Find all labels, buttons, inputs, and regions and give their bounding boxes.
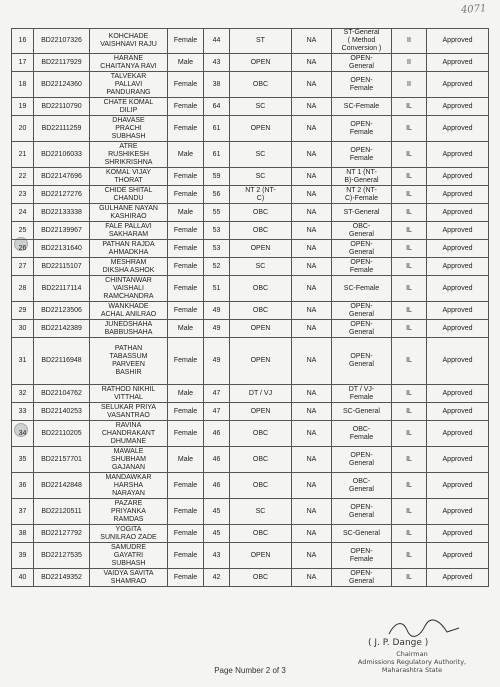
category-cell: OPEN [230, 543, 292, 569]
age-cell: 49 [204, 320, 230, 338]
allotted-category-cell: SC-Female [332, 276, 392, 302]
round-cell: IL [392, 543, 427, 569]
allotted-category-cell: SC-General [332, 525, 392, 543]
candidate-name-cell: CHINTANWAR VAISHALI RAMCHANDRA [90, 276, 168, 302]
allotted-category-cell: OBC- Female [332, 421, 392, 447]
age-cell: 56 [204, 186, 230, 204]
table-row [12, 72, 489, 98]
gender-cell: Female [168, 168, 204, 186]
signatory-authority: Admissions Regulatory Authority, [357, 658, 467, 666]
status-cell: Approved [427, 72, 489, 98]
pwd-cell: NA [292, 204, 332, 222]
status-cell: Approved [427, 320, 489, 338]
gender-cell: Male [168, 54, 204, 72]
gender-cell: Female [168, 473, 204, 499]
pwd-cell: NA [292, 168, 332, 186]
age-cell: 45 [204, 499, 230, 525]
pwd-cell: NA [292, 338, 332, 385]
candidate-name-cell: PAZARE PRIYANKA RAMDAS [90, 499, 168, 525]
candidate-name-cell: RATHOD NIKHIL VITTHAL [90, 385, 168, 403]
gender-cell: Female [168, 240, 204, 258]
gender-cell: Female [168, 186, 204, 204]
age-cell: 45 [204, 525, 230, 543]
serial-cell: 38 [12, 525, 34, 543]
application-id-cell: BD22104762 [34, 385, 90, 403]
application-id-cell: BD22110205 [34, 421, 90, 447]
age-cell: 49 [204, 338, 230, 385]
application-id-cell: BD22140253 [34, 403, 90, 421]
candidate-name-cell: MAWALE SHUBHAM GAJANAN [90, 447, 168, 473]
application-id-cell: BD22149352 [34, 569, 90, 587]
round-cell: IL [392, 116, 427, 142]
candidate-name-cell: TALVEKAR PALLAVI PANDURANG [90, 72, 168, 98]
candidate-name-cell: VAIDYA SAVITA SHAMRAO [90, 569, 168, 587]
allotted-category-cell: OPEN- General [332, 447, 392, 473]
category-cell: OBC [230, 222, 292, 240]
status-cell: Approved [427, 385, 489, 403]
pwd-cell: NA [292, 276, 332, 302]
application-id-cell: BD22157701 [34, 447, 90, 473]
table-row [12, 302, 489, 320]
pwd-cell: NA [292, 72, 332, 98]
serial-cell: 21 [12, 142, 34, 168]
age-cell: 64 [204, 98, 230, 116]
table-row [12, 222, 489, 240]
category-cell: SC [230, 499, 292, 525]
age-cell: 44 [204, 29, 230, 54]
category-cell: OBC [230, 447, 292, 473]
category-cell: NT 2 (NT- C) [230, 186, 292, 204]
age-cell: 55 [204, 204, 230, 222]
pwd-cell: NA [292, 258, 332, 276]
allotted-category-cell: OPEN- General [332, 54, 392, 72]
table-row [12, 98, 489, 116]
gender-cell: Female [168, 499, 204, 525]
pwd-cell: NA [292, 240, 332, 258]
table-row [12, 421, 489, 447]
status-cell: Approved [427, 54, 489, 72]
gender-cell: Female [168, 116, 204, 142]
application-id-cell: BD22116948 [34, 338, 90, 385]
application-id-cell: BD22142389 [34, 320, 90, 338]
age-cell: 49 [204, 302, 230, 320]
category-cell: SC [230, 168, 292, 186]
round-cell: IL [392, 258, 427, 276]
age-cell: 46 [204, 421, 230, 447]
age-cell: 59 [204, 168, 230, 186]
category-cell: OBC [230, 276, 292, 302]
serial-cell: 35 [12, 447, 34, 473]
signatory-state: Maharashtra State [381, 666, 443, 674]
table-row [12, 204, 489, 222]
application-id-cell: BD22107326 [34, 29, 90, 54]
serial-cell: 23 [12, 186, 34, 204]
age-cell: 46 [204, 447, 230, 473]
table-row [12, 116, 489, 142]
round-cell: IL [392, 186, 427, 204]
status-cell: Approved [427, 258, 489, 276]
category-cell: OBC [230, 569, 292, 587]
status-cell: Approved [427, 222, 489, 240]
table-row [12, 403, 489, 421]
status-cell: Approved [427, 421, 489, 447]
table-row [12, 385, 489, 403]
application-id-cell: BD22142848 [34, 473, 90, 499]
application-id-cell: BD22131640 [34, 240, 90, 258]
serial-cell: 26 [12, 240, 34, 258]
round-cell: IL [392, 142, 427, 168]
records-table [11, 28, 489, 587]
gender-cell: Female [168, 258, 204, 276]
round-cell: II [392, 54, 427, 72]
pwd-cell: NA [292, 320, 332, 338]
category-cell: DT / VJ [230, 385, 292, 403]
round-cell: IL [392, 222, 427, 240]
status-cell: Approved [427, 525, 489, 543]
round-cell: IL [392, 525, 427, 543]
application-id-cell: BD22117114 [34, 276, 90, 302]
round-cell: II [392, 72, 427, 98]
table-row [12, 258, 489, 276]
allotted-category-cell: OPEN- Female [332, 72, 392, 98]
age-cell: 42 [204, 569, 230, 587]
status-cell: Approved [427, 473, 489, 499]
application-id-cell: BD22127535 [34, 543, 90, 569]
pwd-cell: NA [292, 98, 332, 116]
page-number: Page Number 2 of 3 [214, 666, 286, 675]
status-cell: Approved [427, 569, 489, 587]
candidate-name-cell: JUNEDSHAHA BABBUSHAHA [90, 320, 168, 338]
application-id-cell: BD22115107 [34, 258, 90, 276]
pwd-cell: NA [292, 421, 332, 447]
category-cell: OBC [230, 473, 292, 499]
round-cell: IL [392, 569, 427, 587]
round-cell: IL [392, 338, 427, 385]
table-body [12, 29, 489, 587]
gender-cell: Female [168, 98, 204, 116]
serial-cell: 30 [12, 320, 34, 338]
category-cell: OPEN [230, 240, 292, 258]
status-cell: Approved [427, 276, 489, 302]
category-cell: ST [230, 29, 292, 54]
candidate-name-cell: SELUKAR PRIYA VASANTRAO [90, 403, 168, 421]
application-id-cell: BD22124360 [34, 72, 90, 98]
allotted-category-cell: OPEN- Female [332, 543, 392, 569]
table-row [12, 186, 489, 204]
status-cell: Approved [427, 186, 489, 204]
application-id-cell: BD22147696 [34, 168, 90, 186]
table-row [12, 525, 489, 543]
allotted-category-cell: OPEN- General [332, 338, 392, 385]
round-cell: IL [392, 473, 427, 499]
pwd-cell: NA [292, 499, 332, 525]
pwd-cell: NA [292, 543, 332, 569]
category-cell: SC [230, 142, 292, 168]
pwd-cell: NA [292, 29, 332, 54]
table-row [12, 338, 489, 385]
gender-cell: Female [168, 403, 204, 421]
serial-cell: 32 [12, 385, 34, 403]
application-id-cell: BD22127792 [34, 525, 90, 543]
status-cell: Approved [427, 240, 489, 258]
allotted-category-cell: OPEN- Female [332, 142, 392, 168]
age-cell: 43 [204, 543, 230, 569]
pwd-cell: NA [292, 142, 332, 168]
table-row [12, 142, 489, 168]
gender-cell: Female [168, 276, 204, 302]
page-mark: 4071 [460, 3, 487, 16]
candidate-name-cell: PATHAN TABASSUM PARVEEN BASHIR [90, 338, 168, 385]
age-cell: 47 [204, 385, 230, 403]
category-cell: OBC [230, 421, 292, 447]
gender-cell: Female [168, 525, 204, 543]
table-row [12, 240, 489, 258]
candidate-name-cell: RAVINA CHANDRAKANT DHUMANE [90, 421, 168, 447]
table-row [12, 276, 489, 302]
application-id-cell: BD22120511 [34, 499, 90, 525]
category-cell: SC [230, 98, 292, 116]
age-cell: 51 [204, 276, 230, 302]
status-cell: Approved [427, 338, 489, 385]
application-id-cell: BD22139967 [34, 222, 90, 240]
serial-cell: 19 [12, 98, 34, 116]
round-cell: IL [392, 499, 427, 525]
allotted-category-cell: OPEN- General [332, 499, 392, 525]
application-id-cell: BD22106033 [34, 142, 90, 168]
application-id-cell: BD22111259 [34, 116, 90, 142]
candidate-name-cell: HARANE CHAITANYA RAVI [90, 54, 168, 72]
allotted-category-cell: NT 1 (NT- B)-General [332, 168, 392, 186]
status-cell: Approved [427, 98, 489, 116]
signatory-name: ( J. P. Dange ) [368, 638, 429, 648]
serial-cell: 31 [12, 338, 34, 385]
pwd-cell: NA [292, 116, 332, 142]
category-cell: OPEN [230, 320, 292, 338]
age-cell: 61 [204, 142, 230, 168]
table-row [12, 320, 489, 338]
pwd-cell: NA [292, 54, 332, 72]
application-id-cell: BD22133338 [34, 204, 90, 222]
status-cell: Approved [427, 116, 489, 142]
pwd-cell: NA [292, 569, 332, 587]
allotted-category-cell: OBC- General [332, 473, 392, 499]
gender-cell: Female [168, 72, 204, 98]
serial-cell: 22 [12, 168, 34, 186]
serial-cell: 36 [12, 473, 34, 499]
gender-cell: Female [168, 421, 204, 447]
allotted-category-cell: OPEN- General [332, 320, 392, 338]
pwd-cell: NA [292, 302, 332, 320]
gender-cell: Male [168, 142, 204, 168]
category-cell: OPEN [230, 116, 292, 142]
candidate-name-cell: SAMUDRE GAYATRI SUBHASH [90, 543, 168, 569]
serial-cell: 29 [12, 302, 34, 320]
candidate-name-cell: ATRE RUSHIKESH SHRIKRISHNA [90, 142, 168, 168]
serial-cell: 25 [12, 222, 34, 240]
serial-cell: 28 [12, 276, 34, 302]
table-row [12, 54, 489, 72]
candidate-name-cell: KOMAL VIJAY THORAT [90, 168, 168, 186]
status-cell: Approved [427, 142, 489, 168]
status-cell: Approved [427, 447, 489, 473]
serial-cell: 16 [12, 29, 34, 54]
round-cell: IL [392, 320, 427, 338]
gender-cell: Male [168, 447, 204, 473]
age-cell: 61 [204, 116, 230, 142]
candidate-name-cell: YOGITA SUNILRAO ZADE [90, 525, 168, 543]
table-row [12, 499, 489, 525]
allotted-category-cell: OPEN- General [332, 302, 392, 320]
status-cell: Approved [427, 499, 489, 525]
signature-block [330, 618, 490, 684]
category-cell: OPEN [230, 403, 292, 421]
serial-cell: 24 [12, 204, 34, 222]
candidate-name-cell: MANDAWKAR HARSHA NARAYAN [90, 473, 168, 499]
round-cell: IL [392, 168, 427, 186]
candidate-name-cell: KOHCHADE VAISHNAVI RAJU [90, 29, 168, 54]
serial-cell: 39 [12, 543, 34, 569]
allotted-category-cell: NT 2 (NT- C)-Female [332, 186, 392, 204]
serial-cell: 34 [12, 421, 34, 447]
gender-cell: Male [168, 385, 204, 403]
pwd-cell: NA [292, 447, 332, 473]
application-id-cell: BD22127276 [34, 186, 90, 204]
category-cell: OBC [230, 302, 292, 320]
table-row [12, 447, 489, 473]
age-cell: 53 [204, 240, 230, 258]
status-cell: Approved [427, 204, 489, 222]
candidate-name-cell: WANKHADE ACHAL ANILRAO [90, 302, 168, 320]
category-cell: OBC [230, 204, 292, 222]
application-id-cell: BD22110790 [34, 98, 90, 116]
gender-cell: Male [168, 204, 204, 222]
status-cell: Approved [427, 29, 489, 54]
candidate-name-cell: CHIDE SHITAL CHANDU [90, 186, 168, 204]
serial-cell: 18 [12, 72, 34, 98]
candidate-name-cell: DHAVASE PRACHI SUBHASH [90, 116, 168, 142]
allotted-category-cell: ST-General [332, 204, 392, 222]
candidate-name-cell: PATHAN RAJDA AHMADKHA [90, 240, 168, 258]
round-cell: II [392, 29, 427, 54]
candidate-name-cell: GULHANE NAYAN KASHIRAO [90, 204, 168, 222]
age-cell: 52 [204, 258, 230, 276]
serial-cell: 37 [12, 499, 34, 525]
serial-cell: 17 [12, 54, 34, 72]
allotted-category-cell: OPEN- Female [332, 116, 392, 142]
pwd-cell: NA [292, 403, 332, 421]
round-cell: IL [392, 447, 427, 473]
age-cell: 53 [204, 222, 230, 240]
pwd-cell: NA [292, 525, 332, 543]
serial-cell: 20 [12, 116, 34, 142]
table-row [12, 29, 489, 54]
allotted-category-cell: OPEN- General [332, 569, 392, 587]
pwd-cell: NA [292, 473, 332, 499]
pwd-cell: NA [292, 222, 332, 240]
table-row [12, 473, 489, 499]
serial-cell: 40 [12, 569, 34, 587]
allotted-category-cell: OBC- General [332, 222, 392, 240]
age-cell: 43 [204, 54, 230, 72]
round-cell: IL [392, 302, 427, 320]
category-cell: SC [230, 258, 292, 276]
table-row [12, 168, 489, 186]
application-id-cell: BD22117929 [34, 54, 90, 72]
gender-cell: Female [168, 222, 204, 240]
category-cell: OBC [230, 72, 292, 98]
gender-cell: Female [168, 543, 204, 569]
application-id-cell: BD22123506 [34, 302, 90, 320]
gender-cell: Male [168, 320, 204, 338]
round-cell: IL [392, 98, 427, 116]
allotted-category-cell: SC-General [332, 403, 392, 421]
status-cell: Approved [427, 168, 489, 186]
status-cell: Approved [427, 302, 489, 320]
round-cell: IL [392, 403, 427, 421]
candidate-name-cell: MESHRAM DIKSHA ASHOK [90, 258, 168, 276]
candidate-name-cell: CHATE KOMAL DILIP [90, 98, 168, 116]
gender-cell: Female [168, 302, 204, 320]
gender-cell: Female [168, 29, 204, 54]
allotted-category-cell: DT / VJ- Female [332, 385, 392, 403]
pwd-cell: NA [292, 186, 332, 204]
allotted-category-cell: OPEN- Female [332, 258, 392, 276]
signatory-title: Chairman [396, 650, 428, 658]
gender-cell: Female [168, 338, 204, 385]
category-cell: OPEN [230, 54, 292, 72]
signature-scribble-icon [385, 618, 465, 640]
round-cell: IL [392, 421, 427, 447]
allotted-category-cell: ST-General ( Method Conversion ) [332, 29, 392, 54]
candidate-name-cell: FALE PALLAVI SAKHARAM [90, 222, 168, 240]
pwd-cell: NA [292, 385, 332, 403]
allotted-category-cell: OPEN- General [332, 240, 392, 258]
status-cell: Approved [427, 543, 489, 569]
age-cell: 46 [204, 473, 230, 499]
category-cell: OBC [230, 525, 292, 543]
table-row [12, 543, 489, 569]
category-cell: OPEN [230, 338, 292, 385]
table-row [12, 569, 489, 587]
round-cell: IL [392, 204, 427, 222]
allotted-category-cell: SC-Female [332, 98, 392, 116]
gender-cell: Female [168, 569, 204, 587]
status-cell: Approved [427, 403, 489, 421]
age-cell: 38 [204, 72, 230, 98]
round-cell: IL [392, 240, 427, 258]
round-cell: IL [392, 276, 427, 302]
serial-cell: 33 [12, 403, 34, 421]
serial-cell: 27 [12, 258, 34, 276]
round-cell: IL [392, 385, 427, 403]
age-cell: 47 [204, 403, 230, 421]
